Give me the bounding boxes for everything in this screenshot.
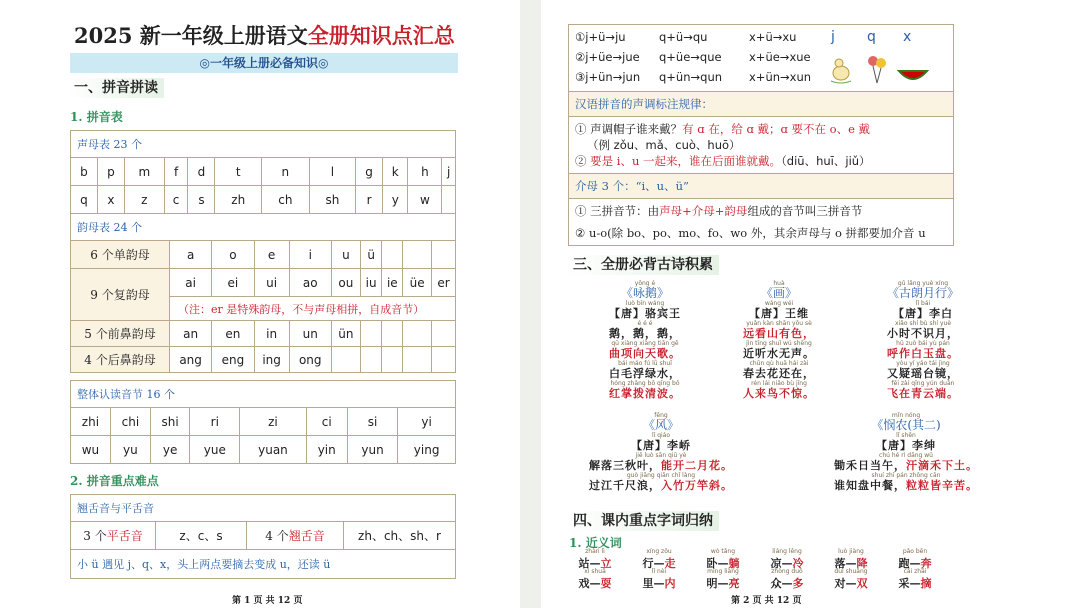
dan-cell: ü: [360, 241, 381, 269]
fu-cell: ei: [212, 269, 254, 297]
synonym-pair: míng liàng 明—亮: [706, 568, 740, 590]
empty-cell: [360, 347, 381, 373]
empty-cell: [431, 241, 455, 269]
qiaoshe-header: 翘舌音与平舌音: [71, 495, 456, 522]
section-heading-4: 四、课内重点字词归纳: [567, 511, 719, 531]
shengmu-cell: sh: [309, 186, 355, 214]
zhengti-cell: si: [347, 408, 397, 436]
hou-cell: ong: [289, 347, 331, 373]
synonym-pair: xíng zǒu 行—走: [642, 548, 676, 570]
pinyin: guò jiāng qiān chǐ làng: [626, 472, 696, 479]
dan-cell: i: [289, 241, 331, 269]
shengmu-cell: d: [188, 158, 215, 186]
fu-cell: ui: [254, 269, 289, 297]
jiemu-header: 介母 3 个：“i、u、ü”: [569, 173, 953, 198]
shengmu-cell: j: [442, 158, 456, 186]
hou-cell: ing: [254, 347, 289, 373]
poem-line: 春去花还在，: [743, 367, 815, 380]
pinyin: wáng wéi: [764, 300, 794, 307]
fu-cell: iu: [360, 269, 381, 297]
ping-values: z、c、s: [156, 522, 247, 550]
qian-label: 5 个前鼻韵母: [71, 321, 170, 347]
qian-cell: un: [289, 321, 331, 347]
pinyin: fēng: [654, 412, 668, 419]
pinyin: xiǎo shí bù shí yuè: [894, 320, 952, 327]
poem-title: 《咏鹅》: [620, 286, 669, 300]
shengmu-cell: w: [408, 186, 442, 214]
zhengti-cell: ci: [306, 408, 347, 436]
shengmu-cell: y: [383, 186, 408, 214]
poem-line: 红掌拨清波。: [609, 387, 681, 400]
pinyin: yuǎn kàn shān yǒu sè: [746, 320, 812, 327]
watermelon-icon: [899, 71, 927, 79]
poem-title: 《古朗月行》: [886, 286, 959, 300]
pinyin-table: [70, 130, 456, 241]
dan-cell: o: [212, 241, 254, 269]
synonym-pair: wò tǎng 卧—躺: [706, 548, 740, 570]
ping-label: 3 个平舌音: [71, 522, 156, 550]
pinyin: chú hé rì dāng wǔ: [879, 452, 933, 459]
tone-header: 汉语拼音的声调标注规律：: [569, 91, 953, 116]
poem-line: 鹅，鹅，鹅，: [609, 327, 681, 340]
zhengti-table: [70, 380, 456, 464]
jqx-rules: [569, 25, 953, 91]
empty-cell: [403, 241, 432, 269]
zhengti-cell: shi: [150, 408, 189, 436]
zhengti-cell: wu: [71, 436, 111, 464]
synonym-pair: zhàn lì 站—立: [578, 548, 612, 570]
poem-title: 《悯农(其二): [871, 418, 941, 432]
pinyin: hū zuò bái yù pán: [896, 340, 950, 347]
page-footer: 第 1 页 共 12 页: [232, 596, 303, 606]
subheading: 1. 拼音表: [70, 110, 123, 124]
fu-note: （注：er 是特殊韵母，不与声母相拼，自成音节）: [170, 297, 456, 321]
hou-label: 4 个后鼻韵母: [71, 347, 170, 373]
zhengti-cell: yin: [306, 436, 347, 464]
poem-line: 又疑瑶台镜，: [887, 367, 959, 380]
fu-cell: er: [431, 269, 455, 297]
poem-line: 远看山有色，: [743, 327, 815, 340]
qiao-label: 4 个翘舌音: [247, 522, 344, 550]
pinyin: shuí zhī pán zhōng cān: [871, 472, 941, 479]
pinyin: jìn tīng shuǐ wú shēng: [746, 340, 812, 347]
pinyin: bái máo fú lǜ shuǐ: [618, 360, 672, 367]
qian-cell: ün: [331, 321, 360, 347]
shengmu-cell: m: [124, 158, 164, 186]
pinyin: lǐ qiáo: [651, 432, 671, 439]
empty-cell: [403, 347, 432, 373]
zhengti-cell: yu: [110, 436, 150, 464]
poem-title: 《画》: [760, 286, 797, 300]
poem-author: 【唐】王维: [749, 307, 809, 320]
shengmu-cell: s: [188, 186, 215, 214]
dan-label: 6 个单韵母: [71, 241, 170, 269]
empty-cell: [331, 347, 360, 373]
pinyin: lǐ bái: [915, 300, 931, 307]
qian-cell: in: [254, 321, 289, 347]
zhengti-cell: yue: [190, 436, 240, 464]
jqx-letters: j q x: [831, 29, 912, 45]
zhengti-cell: yi: [398, 408, 456, 436]
poem: [561, 412, 761, 492]
empty-cell: [431, 321, 455, 347]
poem: [719, 280, 839, 400]
empty-cell: [360, 321, 381, 347]
pinyin: yǒng é: [634, 280, 656, 287]
zhengti-cell: ye: [150, 436, 189, 464]
pinyin: hóng zhǎng bō qīng bō: [610, 380, 680, 387]
pinyin: lǐ shēn: [896, 432, 916, 439]
rule-line: ③j+ün→jun q+ün→qun x+ün→xun: [575, 70, 812, 84]
empty-cell: [382, 241, 403, 269]
empty-cell: [431, 347, 455, 373]
poem-author: 【唐】李绅: [876, 439, 936, 452]
poem-line: 谁知盘中餐，粒粒皆辛苦。: [834, 479, 978, 492]
synonym-pair: zhòng duō 众—多: [770, 568, 804, 590]
fu-cell: üe: [403, 269, 432, 297]
synonym-pair: lǐ nèi 里—内: [642, 568, 676, 590]
pinyin: mǐn nóng: [891, 412, 921, 419]
page-1: [0, 0, 520, 608]
poem-author: 【唐】李白: [893, 307, 953, 320]
pinyin: huà: [773, 280, 785, 287]
tone-rule-1: ① 声调帽子谁来戴？有 ɑ 在，给 ɑ 戴；ɑ 要不在 o、e 戴 （例 zǒu、mǎ、cuò、huō） ② 要是 i、u 一起来，谁在后面谁就戴。（diū、huī、jiǔ）: [569, 116, 953, 173]
qian-cell: an: [170, 321, 212, 347]
pinyin: rén lái niǎo bù jīng: [751, 380, 807, 387]
fu-cell: ou: [331, 269, 360, 297]
fu-cell: ie: [382, 269, 403, 297]
poem-author: 【唐】骆宾王: [609, 307, 681, 320]
pinyin: fēi zài qīng yún duān: [891, 380, 955, 387]
pinyin: luò bīn wáng: [625, 300, 665, 307]
shengmu-cell: zh: [215, 186, 262, 214]
shengmu-cell: n: [262, 158, 310, 186]
shengmu-cell: l: [309, 158, 355, 186]
dan-cell: u: [331, 241, 360, 269]
poem-line: 近听水无声。: [743, 347, 815, 360]
zhengti-cell: ying: [398, 436, 456, 464]
poem: [863, 280, 983, 400]
poem-line: 曲项向天歌。: [609, 347, 681, 360]
pinyin: é é é: [637, 320, 653, 327]
synonym-pair: liáng lěng 凉—冷: [770, 548, 804, 570]
poem-line: 过江千尺浪，入竹万竿斜。: [589, 479, 733, 492]
empty-cell: [403, 321, 432, 347]
empty-cell: [442, 186, 456, 214]
u-rule-note: 小 ü 遇见 j、q、x，头上两点要摘去变成 u，还读 ü: [71, 550, 456, 579]
page-footer-2: 第 2 页 共 12 页: [731, 596, 802, 606]
shengmu-cell: c: [164, 186, 188, 214]
dan-cell: a: [170, 241, 212, 269]
page-2: [541, 0, 1080, 608]
shengmu-cell: t: [215, 158, 262, 186]
poem-line: 飞在青云端。: [887, 387, 959, 400]
qiao-values: zh、ch、sh、r: [344, 522, 456, 550]
hou-cell: eng: [212, 347, 254, 373]
poem-line: 白毛浮绿水，: [609, 367, 681, 380]
poem-title: 《风》: [642, 418, 679, 432]
pinyin: gǔ lǎng yuè xíng: [897, 280, 949, 287]
shengmu-cell: r: [356, 186, 383, 214]
zhengti-cell: zhi: [71, 408, 111, 436]
jqx-pictures: [827, 51, 947, 87]
pinyin: qū xiàng xiàng tiān gē: [611, 340, 679, 347]
qian-cell: en: [212, 321, 254, 347]
shengmu-cell: f: [164, 158, 188, 186]
zhengti-cell: chi: [110, 408, 150, 436]
poem: [585, 280, 705, 400]
fu-cell: ai: [170, 269, 212, 297]
shengmu-cell: ch: [262, 186, 310, 214]
synonym-pair: cǎi zhāi 采—摘: [898, 568, 932, 590]
poem-line: 人来鸟不惊。: [743, 387, 815, 400]
pinyin: jiě luò sān qiū yè: [635, 452, 687, 459]
synonym-pair: duì shuāng 对—双: [834, 568, 868, 590]
banner: ◎一年级上册必备知识◎: [70, 53, 458, 73]
balloons-icon: [868, 56, 886, 83]
shengmu-cell: b: [71, 158, 98, 186]
poem-author: 【唐】李峤: [631, 439, 691, 452]
shengmu-cell: k: [383, 158, 408, 186]
synonym-pair: pǎo bēn 跑—奔: [898, 548, 932, 570]
fu-label: 9 个复韵母: [71, 269, 170, 321]
shengmu-cell: q: [71, 186, 98, 214]
yunmu-header: 韵母表 24 个: [71, 214, 456, 241]
chicken-icon: [831, 59, 851, 83]
shengmu-header: 声母表 23 个: [71, 131, 456, 158]
section-heading: 一、拼音拼读: [68, 78, 164, 98]
zhengti-cell: ri: [190, 408, 240, 436]
dan-cell: e: [254, 241, 289, 269]
zhengti-cell: yun: [347, 436, 397, 464]
poem: [806, 412, 1006, 492]
poem-line: 锄禾日当午，汗滴禾下土。: [834, 459, 978, 472]
pinyin: yòu yí yáo tái jìng: [896, 360, 950, 367]
synonym-pair: xì shuǎ 戏—耍: [578, 568, 612, 590]
qiaoshe-table: [70, 494, 456, 579]
poem-line: 小时不识月，: [887, 327, 959, 340]
subheading-synonyms: 1. 近义词: [569, 536, 622, 550]
subheading-2: 2. 拼音重点难点: [70, 474, 159, 488]
shengmu-cell: p: [97, 158, 124, 186]
zhengti-cell: zi: [240, 408, 306, 436]
document-title: 2025 新一年级上册语文全册知识点汇总: [74, 23, 455, 48]
rules-box: [568, 24, 954, 246]
empty-cell: [382, 321, 403, 347]
rule-line: ②j+üe→jue q+üe→que x+üe→xue: [575, 50, 811, 64]
yunmu-table: [70, 240, 456, 373]
synonym-pair: luò jiàng 落—降: [834, 548, 868, 570]
fu-cell: ao: [289, 269, 331, 297]
zhengti-cell: yuan: [240, 436, 306, 464]
zhengti-header: 整体认读音节 16 个: [71, 381, 456, 408]
rule-line: ①j+ü→ju q+ü→qu x+ü→xu: [575, 30, 797, 44]
shengmu-cell: g: [356, 158, 383, 186]
poem-line: 解落三秋叶，能开二月花。: [589, 459, 733, 472]
shengmu-cell: z: [124, 186, 164, 214]
sanpin-rules: ① 三拼音节：由声母+介母+韵母组成的音节叫三拼音节 ② u-o(除 bo、po、mo、fo、wo 外，其余声母与 o 拼都要加介音 u: [569, 198, 953, 245]
shengmu-cell: h: [408, 158, 442, 186]
empty-cell: [382, 347, 403, 373]
section-heading-3: 三、全册必背古诗积累: [567, 255, 719, 275]
hou-cell: ang: [170, 347, 212, 373]
pinyin: chūn qù huā hái zài: [749, 360, 809, 367]
poem-line: 呼作白玉盘。: [887, 347, 959, 360]
shengmu-cell: x: [97, 186, 124, 214]
